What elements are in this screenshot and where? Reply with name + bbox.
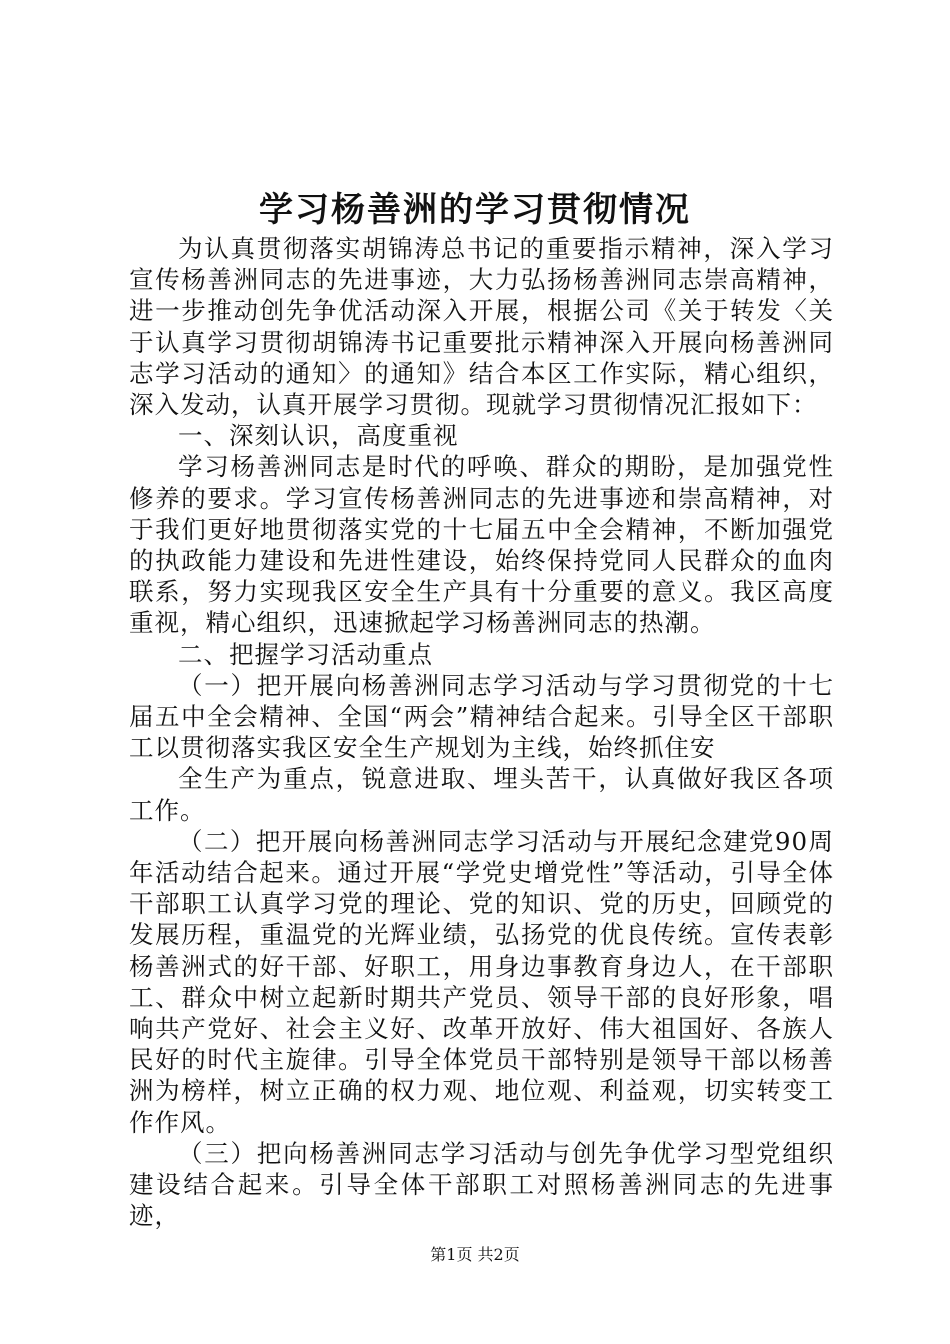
intro-paragraph: 为认真贯彻落实胡锦涛总书记的重要指示精神，深入学习宣传杨善洲同志的先进事迹，大力弘扬杨善洲同志崇高精神，进一步推动创先争优活动深入开展，根据公司《关于转发〈关于认真学习贯彻胡锦涛书记重要批示精神深入开展向杨善洲同志学习活动的通知〉的通知》结合本区工作实际，精心组织，深入发动，认真开展学习贯彻。现就学习贯彻情况汇报如下： xyxy=(129,234,834,420)
subsection-3-paragraph: （三）把向杨善洲同志学习活动与创先争优学习型党组织建设结合起来。引导全体干部职工对照杨善洲同志的先进事迹， xyxy=(129,1138,834,1231)
section-1-paragraph: 学习杨善洲同志是时代的呼唤、群众的期盼，是加强党性修养的要求。学习宣传杨善洲同志的先进事迹和崇高精神，对于我们更好地贯彻落实党的十七届五中全会精神，不断加强党的执政能力建设和先进性建设，始终保持党同人民群众的血肉联系，努力实现我区安全生产具有十分重要的意义。我区高度重视，精心组织，迅速掀起学习杨善洲同志的热潮。 xyxy=(129,452,834,638)
subsection-2-paragraph: （二）把开展向杨善洲同志学习活动与开展纪念建党90周年活动结合起来。通过开展“学党史增党性”等活动，引导全体干部职工认真学习党的理论、党的知识、党的历史，回顾党的发展历程，重温党的光辉业绩，弘扬党的优良传统。宣传表彰杨善洲式的好干部、好职工，用身边事教育身边人，在干部职工、群众中树立起新时期共产党员、领导干部的良好形象，唱响共产党好、社会主义好、改革开放好、伟大祖国好、各族人民好的时代主旋律。引导全体党员干部特别是领导干部以杨善洲为榜样，树立正确的权力观、地位观、利益观，切实转变工作作风。 xyxy=(129,826,834,1137)
document-title: 学习杨善洲的学习贯彻情况 xyxy=(259,190,691,230)
document-body xyxy=(129,233,834,1232)
subsection-1-paragraph: （一）把开展向杨善洲同志学习活动与学习贯彻党的十七届五中全会精神、全国“两会”精神结合起来。引导全区干部职工以贯彻落实我区安全生产规划为主线，始终抓住安 xyxy=(129,670,834,763)
subsection-1-continuation: 全生产为重点，锐意进取、埋头苦干，认真做好我区各项工作。 xyxy=(129,764,834,825)
page-footer: 第1页 共2页 xyxy=(430,1245,520,1264)
section-heading-2: 二、把握学习活动重点 xyxy=(178,639,433,669)
section-heading-1: 一、深刻认识，高度重视 xyxy=(178,421,459,451)
